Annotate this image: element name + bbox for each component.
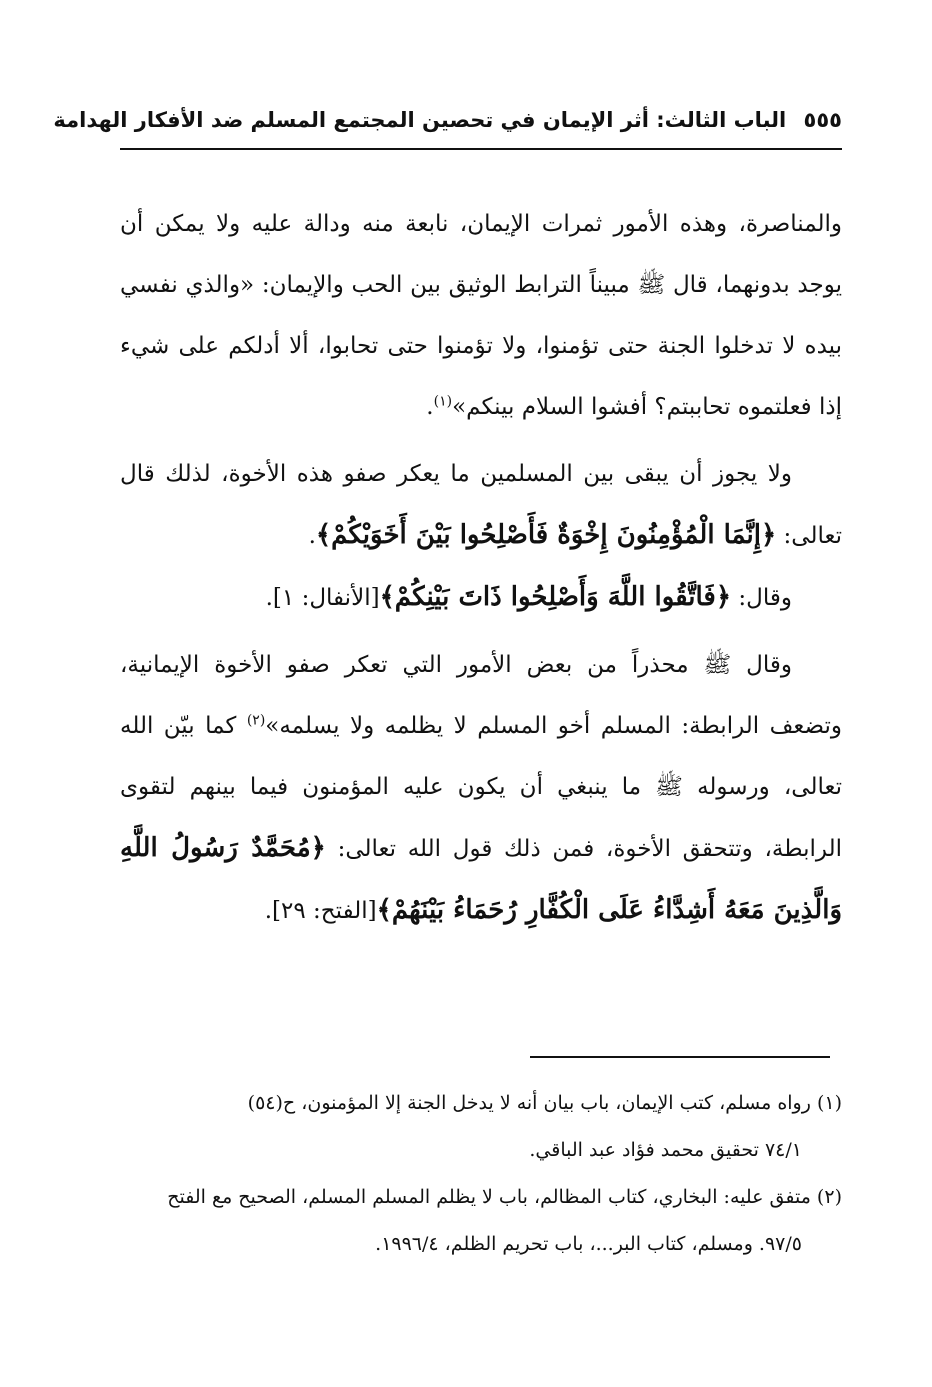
running-header bbox=[53, 108, 842, 132]
paragraph-2 bbox=[120, 444, 842, 567]
chapter-title: الباب الثالث: أثر الإيمان في تحصين المجتمع المسلم ضد الأفكار الهدامة bbox=[53, 108, 787, 132]
header-rule bbox=[120, 148, 842, 150]
footnote-1-cont bbox=[120, 1127, 842, 1174]
text-line: الرابطة، وتتحقق الأخوة، فمن ذلك قول الله تعالى: bbox=[325, 836, 842, 862]
quran-verse: ﴿فَاتَّقُوا اللَّهَ وَأَصْلِحُوا ذَاتَ بَيْنِكُمْ﴾ bbox=[379, 582, 732, 612]
footnote-line: (١) رواه مسلم، كتب الإيمان، باب بيان أنه لا يدخل الجنة إلا المؤمنون، ح(٥٤) bbox=[247, 1092, 842, 1114]
verse-reference: [الأنفال: ١]. bbox=[265, 585, 380, 611]
footnote-line: ٧٤/١ تحقيق محمد فؤاد عبد الباقي. bbox=[529, 1139, 802, 1161]
text-line: تعالى، ورسوله ﷺ ما ينبغي أن يكون عليه المؤمنون فيما بينهم لتقوى bbox=[120, 774, 842, 800]
quran-verse: ﴿إِنَّمَا الْمُؤْمِنُونَ إِخْوَةٌ فَأَصْلِحُوا بَيْنَ أَخَوَيْكُمْ﴾ bbox=[315, 520, 777, 550]
text-end: . bbox=[308, 523, 316, 549]
footnote-separator bbox=[530, 1056, 830, 1058]
verse-reference: [الفتح: ٢٩]. bbox=[264, 898, 377, 924]
text-line: يوجد بدونهما، قال ﷺ مبيناً الترابط الوثيق بين الحب والإيمان: «والذي bbox=[185, 272, 843, 298]
paragraph-4 bbox=[120, 635, 842, 942]
page-number: ٥٥٥ bbox=[803, 108, 842, 132]
footnote-marker-1: (١) bbox=[433, 393, 453, 410]
footnote-line: (٢) متفق عليه: البخاري، كتاب المظالم، باب لا يظلم المسلم المسلم، الصحيح مع الفتح bbox=[167, 1186, 842, 1208]
text-line: وقال: bbox=[731, 585, 792, 611]
footnote-1 bbox=[120, 1080, 842, 1127]
paragraph-3 bbox=[120, 567, 842, 629]
text-line: كما بيّن الله bbox=[120, 713, 247, 739]
quran-verse: وَالَّذِينَ مَعَهُ أَشِدَّاءُ عَلَى الْكُفَّارِ رُحَمَاءُ بَيْنَهُمْ﴾ bbox=[376, 895, 842, 925]
text-line: قال تعالى: bbox=[120, 461, 842, 549]
footnote-line: ٩٧/٥. ومسلم، كتاب البر...، باب تحريم الظلم، ١٩٩٦/٤. bbox=[375, 1233, 802, 1255]
text-line: على شيء إذا فعلتموه تحاببتم؟ أفشوا السلام بينكم» bbox=[120, 333, 842, 420]
text-end: . bbox=[426, 394, 434, 420]
footnote-2 bbox=[120, 1174, 842, 1221]
text-line: نفسي بيده لا تدخلوا الجنة حتى تؤمنوا، ولا تؤمنوا حتى تحابوا، ألا أدلكم bbox=[120, 272, 843, 359]
text-line: وقال ﷺ محذراً من بعض الأمور التي تعكر صفو الأخوة الإيمانية، bbox=[120, 652, 792, 678]
quran-verse: ﴿مُحَمَّدٌ رَسُولُ اللَّهِ bbox=[120, 833, 326, 863]
text-line: ولا يجوز أن يبقى بين المسلمين ما يعكر صفو هذه الأخوة، لذلك bbox=[165, 461, 792, 487]
footnote-marker-2: (٢) bbox=[246, 712, 266, 729]
main-text bbox=[120, 194, 842, 942]
footnotes bbox=[120, 1080, 842, 1268]
text-line: والمناصرة، وهذه الأمور ثمرات الإيمان، نابعة منه ودالة عليه ولا يمكن أن bbox=[120, 211, 842, 237]
footnote-2-cont bbox=[120, 1221, 842, 1268]
paragraph-1 bbox=[120, 194, 842, 438]
text-line: وتضعف الرابطة: المسلم أخو المسلم لا يظلمه ولا يسلمه» bbox=[265, 713, 842, 739]
